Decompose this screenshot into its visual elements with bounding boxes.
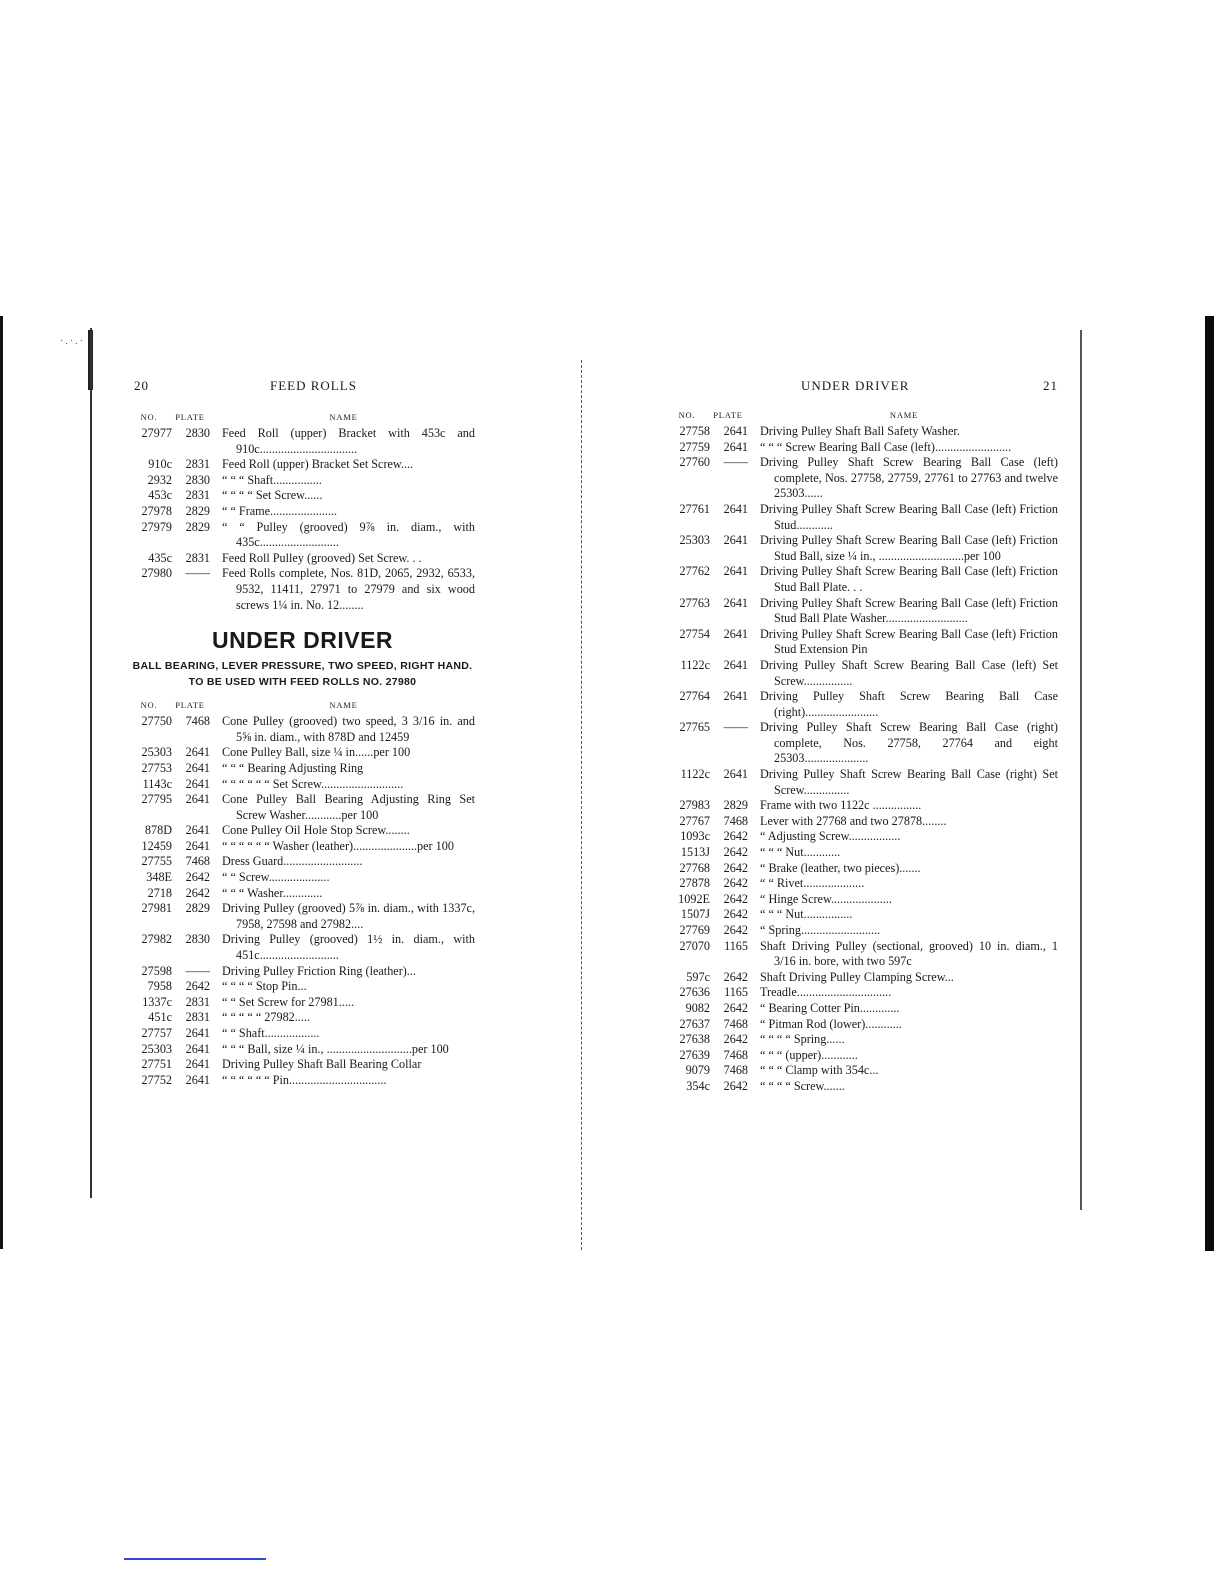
part-name: “ “ “ Nut................ — [760, 907, 853, 922]
part-number: 27763 — [679, 595, 710, 610]
part-name: “ Spring.......................... — [760, 923, 881, 937]
plate-number: 7468 — [723, 1016, 748, 1031]
parts-row — [668, 627, 1058, 658]
part-number: 27878 — [679, 876, 710, 891]
parts-row — [130, 964, 475, 980]
plate-number: 2642 — [723, 1032, 748, 1047]
plate-number: 2642 — [723, 1000, 748, 1015]
plate-number: 2641 — [185, 1057, 210, 1072]
part-number: 27636 — [679, 985, 710, 1000]
part-name: Frame with two 1122c ................ — [760, 798, 922, 813]
plate-number: 7468 — [185, 854, 210, 869]
plate-number: —— — [723, 720, 748, 735]
parts-row — [668, 892, 1058, 908]
plate-number: 2831 — [185, 550, 210, 565]
part-name: “ Hinge Screw.................... — [760, 891, 892, 906]
plate-number: 2642 — [723, 860, 748, 875]
plate-number: 2829 — [185, 503, 210, 518]
part-number: 27637 — [679, 1016, 710, 1031]
part-number: 1122c — [680, 767, 710, 782]
part-number: 27752 — [141, 1072, 172, 1087]
scan-edge-left — [0, 316, 3, 1249]
scan-edge-right — [1205, 316, 1214, 1251]
part-name: Feed Roll (upper) Bracket Set Screw.... — [222, 457, 414, 472]
right-running-head — [668, 378, 1058, 398]
plate-number: 1165 — [724, 985, 748, 1000]
part-name: “ “ Set Screw for 27981..... — [222, 994, 354, 1009]
part-name: Shaft Driving Pulley Clamping Screw... — [760, 969, 954, 984]
part-name: Driving Pulley (grooved) 1½ in. diam., with 451c.......................... — [222, 932, 475, 963]
column-header-plate: PLATE — [175, 412, 205, 422]
part-number: 27751 — [141, 1057, 172, 1072]
parts-row — [668, 689, 1058, 720]
part-name: “ “ “ Shaft................ — [222, 472, 322, 487]
part-number: 27755 — [141, 854, 172, 869]
column-header-no: NO. — [678, 410, 696, 420]
parts-row — [668, 720, 1058, 767]
part-name: “ “ “ “ “ “ Pin................................ — [222, 1072, 387, 1087]
part-name: Driving Pulley Shaft Ball Bearing Collar — [222, 1057, 422, 1072]
part-name: Driving Pulley Shaft Screw Bearing Ball Case (left) Friction Stud Ball Plate Washer........................... — [760, 595, 1058, 626]
plate-number: —— — [185, 963, 210, 978]
plate-number: 7468 — [723, 1047, 748, 1062]
plate-number: 2642 — [723, 876, 748, 891]
column-header-name: NAME — [329, 700, 358, 711]
plate-number: 2829 — [185, 519, 210, 534]
part-number: 27754 — [679, 626, 710, 641]
plate-number: 2641 — [185, 745, 210, 760]
parts-row — [130, 1026, 475, 1042]
part-number: 27977 — [141, 426, 172, 440]
plate-number: 2642 — [723, 923, 748, 937]
part-name: “ “ Frame...................... — [222, 503, 338, 518]
plate-number: 2641 — [723, 767, 748, 782]
part-number: 7958 — [147, 979, 172, 994]
part-number: 878D — [144, 823, 172, 838]
part-number: 27795 — [141, 792, 172, 807]
parts-row — [130, 839, 475, 855]
column-header-name: NAME — [329, 412, 358, 422]
parts-row — [668, 533, 1058, 564]
parts-row — [668, 798, 1058, 814]
parts-row — [668, 455, 1058, 502]
parts-row — [130, 1042, 475, 1058]
part-number: 348E — [146, 870, 172, 885]
part-name: “ Adjusting Screw................. — [760, 829, 901, 844]
parts-row — [668, 1063, 1058, 1079]
page-number: 21 — [1043, 378, 1058, 393]
plate-number: 2641 — [723, 564, 748, 579]
part-name: “ Brake (leather, two pieces)....... — [760, 860, 921, 875]
plate-number: 2641 — [185, 838, 210, 853]
plate-number: 7468 — [723, 813, 748, 828]
plate-number: 2641 — [723, 501, 748, 516]
plate-number: 2641 — [185, 776, 210, 791]
part-number: 1337c — [142, 994, 172, 1009]
part-name: “ “ “ “ Set Screw...... — [222, 488, 323, 503]
part-name: Shaft Driving Pulley (sectional, grooved) 10 in. diam., 1 3/16 in. bore, with two 597c — [760, 938, 1058, 969]
part-name: Driving Pulley Shaft Ball Safety Washer. — [760, 424, 960, 438]
parts-row — [668, 424, 1058, 440]
binding-line-right — [1080, 330, 1082, 1210]
plate-number: 2829 — [185, 901, 210, 916]
part-number: 27983 — [679, 798, 710, 813]
parts-row — [668, 907, 1058, 923]
parts-row — [668, 564, 1058, 595]
part-name: Feed Rolls complete, Nos. 81D, 2065, 2932, 6533, 9532, 11411, 27971 to 27979 and six wood screws 1¼ in. No. 12........ — [222, 566, 475, 612]
section-subtitle-line-2: TO BE USED WITH FEED ROLLS NO. 27980 — [188, 676, 417, 689]
parts-row — [130, 854, 475, 870]
part-name: Cone Pulley (grooved) two speed, 3 3/16 in. and 5⅝ in. diam., with 878D and 12459 — [222, 714, 475, 744]
part-name: Driving Pulley Shaft Screw Bearing Ball Case (left) complete, Nos. 27758, 27759, 27761 to 27763 and twelve 25303...... — [760, 455, 1058, 501]
part-name: Driving Pulley Shaft Screw Bearing Ball Case (left) Set Screw................ — [760, 657, 1058, 688]
part-number: 27598 — [141, 963, 172, 978]
plate-number: 2641 — [185, 1072, 210, 1087]
plate-number: 2641 — [185, 760, 210, 775]
part-number: 25303 — [141, 1041, 172, 1056]
part-number: 1513J — [680, 845, 710, 860]
parts-row — [130, 426, 475, 457]
left-page — [130, 378, 475, 1088]
plate-number: —— — [723, 455, 748, 470]
part-name: “ “ “ “ “ “ Set Screw........................... — [222, 776, 404, 791]
plate-number: 1165 — [724, 938, 748, 953]
plate-number: 2641 — [723, 689, 748, 704]
part-name: “ “ Screw.................... — [222, 870, 330, 885]
part-name: Driving Pulley Friction Ring (leather)... — [222, 963, 416, 978]
part-number: 27980 — [141, 566, 172, 581]
parts-row — [130, 488, 475, 504]
column-headers — [130, 412, 475, 422]
parts-row — [130, 566, 475, 613]
plate-number: 2642 — [185, 979, 210, 994]
parts-row — [668, 1048, 1058, 1064]
parts-row — [668, 985, 1058, 1001]
page-gutter — [581, 360, 582, 1250]
part-number: 2718 — [147, 885, 172, 900]
plate-number: 7468 — [185, 714, 210, 729]
feed-rolls-list — [130, 426, 475, 613]
part-number: 597c — [686, 969, 710, 984]
part-name: “ “ Pulley (grooved) 9⅞ in. diam., with 435c.......................... — [222, 519, 475, 550]
part-name: “ “ “ “ Screw....... — [760, 1078, 845, 1093]
part-number: 451c — [148, 1010, 172, 1025]
running-title: UNDER DRIVER — [801, 378, 910, 393]
part-number: 27981 — [141, 901, 172, 916]
column-header-no: NO. — [140, 412, 158, 422]
part-number: 1122c — [680, 657, 710, 672]
parts-row — [668, 1017, 1058, 1033]
under-driver-list-continued — [668, 424, 1058, 1095]
plate-number: 2641 — [723, 626, 748, 641]
part-number: 354c — [686, 1078, 710, 1093]
part-number: 27638 — [679, 1032, 710, 1047]
part-name: Driving Pulley Shaft Screw Bearing Ball Case (left) Friction Stud Extension Pin — [760, 626, 1058, 657]
part-name: Feed Roll (upper) Bracket with 453c and 910c................................ — [222, 426, 475, 456]
part-name: Lever with 27768 and two 27878........ — [760, 813, 947, 828]
part-number: 27753 — [141, 760, 172, 775]
parts-row — [130, 504, 475, 520]
parts-row — [130, 714, 475, 745]
part-number: 27765 — [679, 720, 710, 735]
part-number: 27764 — [679, 689, 710, 704]
part-number: 9082 — [685, 1000, 710, 1015]
part-name: “ “ “ Ball, size ¼ in., ............................per 100 — [222, 1041, 449, 1056]
column-header-name: NAME — [889, 410, 919, 420]
part-number: 2932 — [147, 472, 172, 487]
part-number: 27757 — [141, 1026, 172, 1040]
plate-number: 2641 — [723, 439, 748, 454]
part-name: Driving Pulley Shaft Screw Bearing Ball Case (right)........................ — [760, 689, 1058, 719]
plate-number: 2641 — [723, 657, 748, 672]
part-number: 27982 — [141, 932, 172, 947]
plate-number: 2641 — [185, 823, 210, 838]
part-name: “ “ “ Nut............ — [760, 845, 841, 860]
part-number: 27639 — [679, 1047, 710, 1062]
part-number: 910c — [148, 457, 172, 472]
parts-row — [130, 979, 475, 995]
plate-number: 2641 — [723, 424, 748, 438]
parts-row — [668, 861, 1058, 877]
column-header-plate: PLATE — [713, 410, 743, 420]
plate-number: 2830 — [185, 932, 210, 947]
plate-number: 2642 — [723, 891, 748, 906]
parts-row — [668, 923, 1058, 939]
part-number: 1507J — [680, 907, 710, 922]
parts-row — [130, 777, 475, 793]
parts-row — [130, 932, 475, 963]
part-name: “ “ “ “ Spring...... — [760, 1032, 845, 1047]
part-number: 27761 — [679, 501, 710, 516]
parts-row — [668, 876, 1058, 892]
under-driver-list — [130, 714, 475, 1088]
part-number: 25303 — [679, 533, 710, 548]
parts-row — [668, 658, 1058, 689]
plate-number: 2642 — [723, 829, 748, 844]
parts-row — [668, 939, 1058, 970]
plate-number: 2642 — [185, 885, 210, 900]
plate-number: 2831 — [185, 994, 210, 1009]
part-number: 27979 — [141, 519, 172, 534]
parts-row — [130, 995, 475, 1011]
plate-number: 2642 — [723, 845, 748, 860]
section-title: UNDER DRIVER — [211, 627, 394, 654]
parts-row — [668, 767, 1058, 798]
part-number: 453c — [148, 488, 172, 503]
part-name: “ “ “ “ Stop Pin... — [222, 979, 307, 994]
part-name: Feed Roll Pulley (grooved) Set Screw. . . — [222, 550, 422, 565]
part-name: Driving Pulley Shaft Screw Bearing Ball Case (left) Friction Stud Ball Plate. . . — [760, 564, 1058, 594]
parts-row — [130, 473, 475, 489]
part-name: “ Bearing Cotter Pin............. — [760, 1000, 900, 1015]
plate-number: —— — [185, 566, 210, 581]
part-name: “ “ “ “ “ 27982..... — [222, 1010, 310, 1025]
part-name: “ Pitman Rod (lower)............ — [760, 1016, 902, 1031]
part-number: 27758 — [679, 424, 710, 438]
part-number: 9079 — [685, 1063, 710, 1078]
parts-row — [130, 551, 475, 567]
parts-row — [668, 502, 1058, 533]
part-name: “ “ Rivet.................... — [760, 876, 865, 891]
plate-number: 7468 — [723, 1063, 748, 1078]
plate-number: 2831 — [185, 1010, 210, 1025]
part-number: 27760 — [679, 455, 710, 470]
part-name: “ “ “ Bearing Adjusting Ring — [222, 760, 364, 775]
parts-row — [130, 457, 475, 473]
part-name: “ “ “ “ “ “ Washer (leather).....................per 100 — [222, 838, 454, 853]
part-name: “ “ “ Clamp with 354c... — [760, 1063, 879, 1078]
part-name: “ “ “ (upper)............ — [760, 1047, 858, 1062]
plate-number: 2642 — [185, 870, 210, 885]
section-subtitle — [130, 658, 475, 690]
parts-row — [130, 792, 475, 823]
parts-row — [668, 1032, 1058, 1048]
parts-row — [130, 761, 475, 777]
part-number: 435c — [148, 550, 172, 565]
part-number: 27978 — [141, 503, 172, 518]
part-number: 27769 — [679, 923, 710, 937]
plate-number: 2641 — [185, 1026, 210, 1040]
column-header-plate: PLATE — [175, 700, 205, 711]
bottom-rule — [124, 1558, 266, 1560]
part-name: Driving Pulley Shaft Screw Bearing Ball Case (left) Friction Stud Ball, size ¼ in., ............................per 100 — [760, 533, 1058, 563]
part-name: Dress Guard.......................... — [222, 854, 363, 869]
part-number: 1093c — [680, 829, 710, 844]
part-name: Driving Pulley Shaft Screw Bearing Ball Case (left) Friction Stud............ — [760, 501, 1058, 532]
parts-row — [130, 1010, 475, 1026]
plate-number: 2641 — [723, 533, 748, 548]
part-number: 27750 — [141, 714, 172, 729]
page-number: 20 — [134, 378, 149, 393]
right-page — [668, 378, 1058, 1095]
plate-number: 2642 — [723, 969, 748, 984]
parts-row — [130, 901, 475, 932]
part-number: 25303 — [141, 745, 172, 760]
part-name: “ “ “ Washer............. — [222, 885, 323, 900]
parts-row — [668, 970, 1058, 986]
scan-speckle: ·.·.· — [60, 336, 85, 347]
parts-row — [668, 440, 1058, 456]
part-number: 1092E — [678, 891, 710, 906]
parts-row — [130, 1057, 475, 1073]
parts-row — [668, 1079, 1058, 1095]
running-title: FEED ROLLS — [270, 378, 357, 393]
part-number: 27762 — [679, 564, 710, 579]
parts-row — [130, 886, 475, 902]
part-number: 27767 — [679, 813, 710, 828]
part-number: 1143c — [142, 776, 172, 791]
parts-row — [130, 823, 475, 839]
parts-row — [130, 1073, 475, 1089]
parts-row — [130, 520, 475, 551]
plate-number: 2830 — [185, 426, 210, 440]
part-number: 12459 — [141, 838, 172, 853]
part-number: 27759 — [679, 439, 710, 454]
part-name: “ “ Shaft.................. — [222, 1026, 320, 1040]
left-running-head — [130, 378, 475, 398]
part-number: 27070 — [679, 938, 710, 953]
parts-row — [668, 829, 1058, 845]
plate-number: 2641 — [185, 792, 210, 807]
plate-number: 2642 — [723, 1078, 748, 1093]
parts-row — [668, 814, 1058, 830]
part-name: Cone Pulley Ball Bearing Adjusting Ring Set Screw Washer............per 100 — [222, 792, 475, 822]
part-name: Treadle............................... — [760, 985, 892, 1000]
column-headers — [130, 700, 475, 710]
parts-row — [668, 1001, 1058, 1017]
plate-number: 2642 — [723, 907, 748, 922]
column-headers — [668, 410, 1058, 420]
binding-line-left — [90, 328, 92, 1198]
plate-number: 2830 — [185, 472, 210, 487]
part-name: Cone Pulley Oil Hole Stop Screw........ — [222, 823, 410, 838]
parts-row — [130, 745, 475, 761]
parts-row — [130, 870, 475, 886]
plate-number: 2831 — [185, 488, 210, 503]
part-name: “ “ “ Screw Bearing Ball Case (left)......................... — [760, 439, 1012, 454]
plate-number: 2641 — [723, 595, 748, 610]
column-header-no: NO. — [140, 700, 158, 711]
plate-number: 2829 — [723, 798, 748, 813]
part-name: Driving Pulley (grooved) 5⅞ in. diam., with 1337c, 7958, 27598 and 27982.... — [222, 901, 475, 931]
section-subtitle-line-1: BALL BEARING, LEVER PRESSURE, TWO SPEED, RIGHT HAND. — [132, 660, 473, 673]
parts-row — [668, 845, 1058, 861]
parts-row — [668, 596, 1058, 627]
part-name: Driving Pulley Shaft Screw Bearing Ball Case (right) complete, Nos. 27758, 27764 and eight 25303..................... — [760, 720, 1058, 766]
part-name: Driving Pulley Shaft Screw Bearing Ball Case (right) Set Screw............... — [760, 767, 1058, 797]
plate-number: 2831 — [185, 457, 210, 472]
part-number: 27768 — [679, 860, 710, 875]
plate-number: 2641 — [185, 1041, 210, 1056]
part-name: Cone Pulley Ball, size ¼ in......per 100 — [222, 745, 411, 760]
